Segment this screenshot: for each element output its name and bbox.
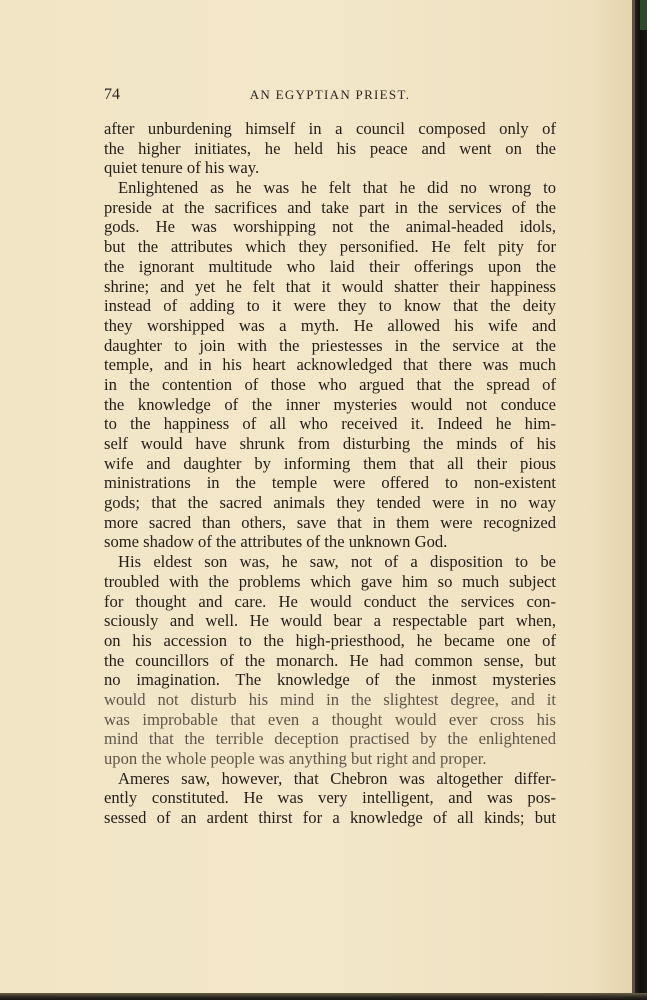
- text-line: ministrations in the temple were offered to non-existent: [104, 473, 556, 493]
- text-line: Enlightened as he was he felt that he did no wrong to: [118, 178, 556, 198]
- page-header: [104, 86, 556, 108]
- text-line: some shadow of the attributes of the unknown God.: [104, 532, 448, 552]
- text-line: quiet tenure of his way.: [104, 158, 260, 178]
- cover-edge: [640, 0, 647, 30]
- book-spine-edge: [632, 0, 647, 1000]
- text-line: preside at the sacrifices and take part in the services of the: [104, 197, 556, 217]
- text-line: the councillors of the monarch. He had common sense, but: [104, 650, 556, 670]
- text-line: on his accession to the high-priesthood, he became one of: [104, 630, 556, 650]
- text-line: sciously and well. He would bear a respectable part when,: [104, 611, 556, 631]
- text-line: Ameres saw, however, that Chebron was altogether differ-: [118, 768, 556, 788]
- text-line: troubled with the problems which gave him so much subject: [104, 571, 556, 591]
- text-line: to the happiness of all who received it. Indeed he him-: [104, 414, 556, 434]
- text-line: ently constituted. He was very intelligent, and was pos-: [104, 788, 556, 808]
- text-line: temple, and in his heart acknowledged that there was much: [104, 355, 556, 375]
- text-line: upon the whole people was anything but right and proper.: [104, 749, 487, 768]
- text-line: but the attributes which they personified. He felt pity for: [104, 237, 556, 257]
- text-line: shrine; and yet he felt that it would shatter their happiness: [104, 276, 556, 296]
- text-line: more sacred than others, save that in them were recognized: [104, 512, 556, 532]
- text-line: daughter to join with the priestesses in the service at the: [104, 335, 556, 355]
- text-line: the knowledge of the inner mysteries would not conduce: [104, 394, 556, 414]
- text-line: His eldest son was, he saw, not of a disposition to be: [118, 552, 556, 572]
- text-line: was improbable that even a thought would ever cross his: [104, 709, 556, 729]
- text-line: for thought and care. He would conduct the services con-: [104, 591, 556, 611]
- text-line: they worshipped was a myth. He allowed his wife and: [104, 315, 556, 335]
- text-line: after unburdening himself in a council composed only of: [104, 119, 556, 138]
- text-line: self would have shrunk from disturbing the minds of his: [104, 434, 556, 453]
- page-number: 74: [104, 86, 120, 103]
- text-line: no imagination. The knowledge of the inmost mysteries: [104, 670, 556, 690]
- body-text: [104, 119, 556, 828]
- running-title: AN EGYPTIAN PRIEST.: [249, 87, 411, 102]
- text-line: mind that the terrible deception practised by the enlightened: [104, 729, 556, 749]
- text-line: wife and daughter by informing them that all their pious: [104, 453, 556, 473]
- book-bottom-edge: [0, 993, 647, 1000]
- text-line: gods; that the sacred animals they tended were in no way: [104, 493, 556, 513]
- text-line: the ignorant multitude who laid their offerings upon the: [104, 256, 556, 276]
- text-line: instead of adding to it were they to know that the deity: [104, 296, 556, 316]
- text-line: the higher initiates, he held his peace and went on the: [104, 138, 556, 158]
- text-line: would not disturb his mind in the slightest degree, and it: [104, 689, 556, 709]
- text-line: sessed of an ardent thirst for a knowledge of all kinds; but: [104, 808, 556, 828]
- text-line: in the contention of those who argued that the spread of: [104, 374, 556, 394]
- text-line: gods. He was worshipping not the animal-headed idols,: [104, 217, 556, 237]
